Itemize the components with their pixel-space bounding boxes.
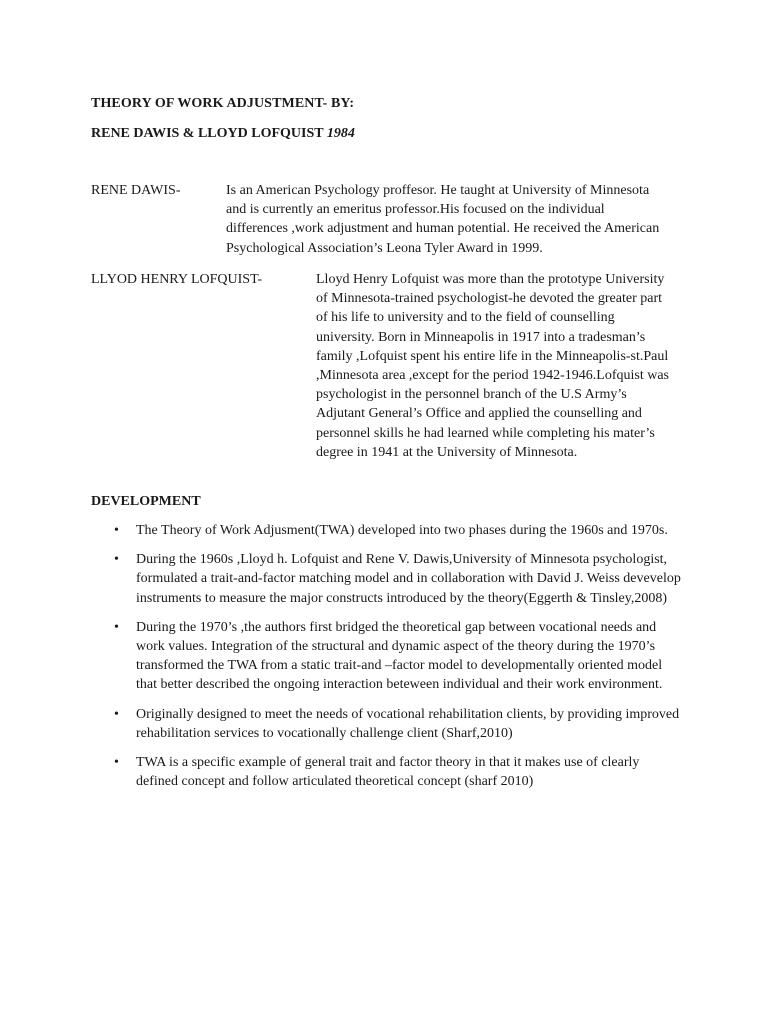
entry-text-lofquist: Lloyd Henry Lofquist was more than the prototype University of Minnesota-trained psychologist-he devoted the greater part of his life to university and to the field of counselling university. Born in Minneapolis in 1917 into a tradesman’s family ,Lofquist spent his entire life in the Minneapolis-st.Paul ,Minnesota area ,except for the period 1942-1946.Lofquist was psychologist in the personnel branch of the U.S Army’s Adjutant General’s Office and applied the counselling and personnel skills he had learned while completing his mater’s degree in 1941 at the University of Minnesota. (316, 272, 670, 460)
document-title: THEORY OF WORK ADJUSTMENT- BY: (91, 96, 355, 111)
bullet-icon: • (114, 552, 119, 568)
development-bullet-list (114, 521, 684, 801)
authors-year: 1984 (326, 126, 355, 141)
list-item-text: The Theory of Work Adjusment(TWA) developed into two phases during the 1960s and 1970s. (136, 523, 668, 538)
entry-text-rene-dawis: Is an American Psychology proffesor. He taught at University of Minnesota and is currently an emeritus professor.His focused on the individual differences ,work adjustment and human potential. He received the American Psychological Association’s Leona Tyler Award in 1999. (226, 183, 660, 256)
document-authors-line (91, 124, 355, 143)
list-item (114, 618, 684, 695)
list-item (114, 753, 684, 791)
list-item-text: During the 1970’s ,the authors first bridged the theoretical gap between vocational needs and work values. Integration of the structural and dynamic aspect of the theory during the 1970’s transformed the TWA from a static trait-and –factor model to developmentally oriented model that better described the ongoing interaction beteween individual and their work environment. (136, 619, 663, 693)
list-item (114, 521, 684, 540)
list-item-text: During the 1960s ,Lloyd h. Lofquist and Rene V. Dawis,University of Minnesota psychologist, formulated a trait-and-factor matching model and in collaboration with David J. Weiss devevelop instruments to measure the major constructs introduced by the theory(Eggerth & Tinsley,2008) (136, 552, 681, 606)
authors-names: RENE DAWIS & LLOYD LOFQUIST (91, 126, 324, 141)
bullet-icon: • (114, 523, 119, 538)
list-item-text: TWA is a specific example of general trait and factor theory in that it makes use of clearly defined concept and follow articulated theoretical concept (sharf 2010) (136, 755, 640, 790)
list-item (114, 705, 684, 743)
entry-label-rene-dawis: RENE DAWIS- (91, 183, 181, 198)
bullet-icon: • (114, 619, 119, 635)
section-heading-development: DEVELOPMENT (91, 494, 201, 509)
entry-label-lofquist: LLYOD HENRY LOFQUIST- (91, 272, 263, 287)
list-item (114, 550, 684, 608)
list-item-text: Originally designed to meet the needs of vocational rehabilitation clients, by providing improved rehabilitation services to vocationally challenge client (Sharf,2010) (136, 706, 680, 741)
bullet-icon: • (114, 706, 119, 722)
bullet-icon: • (114, 755, 119, 771)
